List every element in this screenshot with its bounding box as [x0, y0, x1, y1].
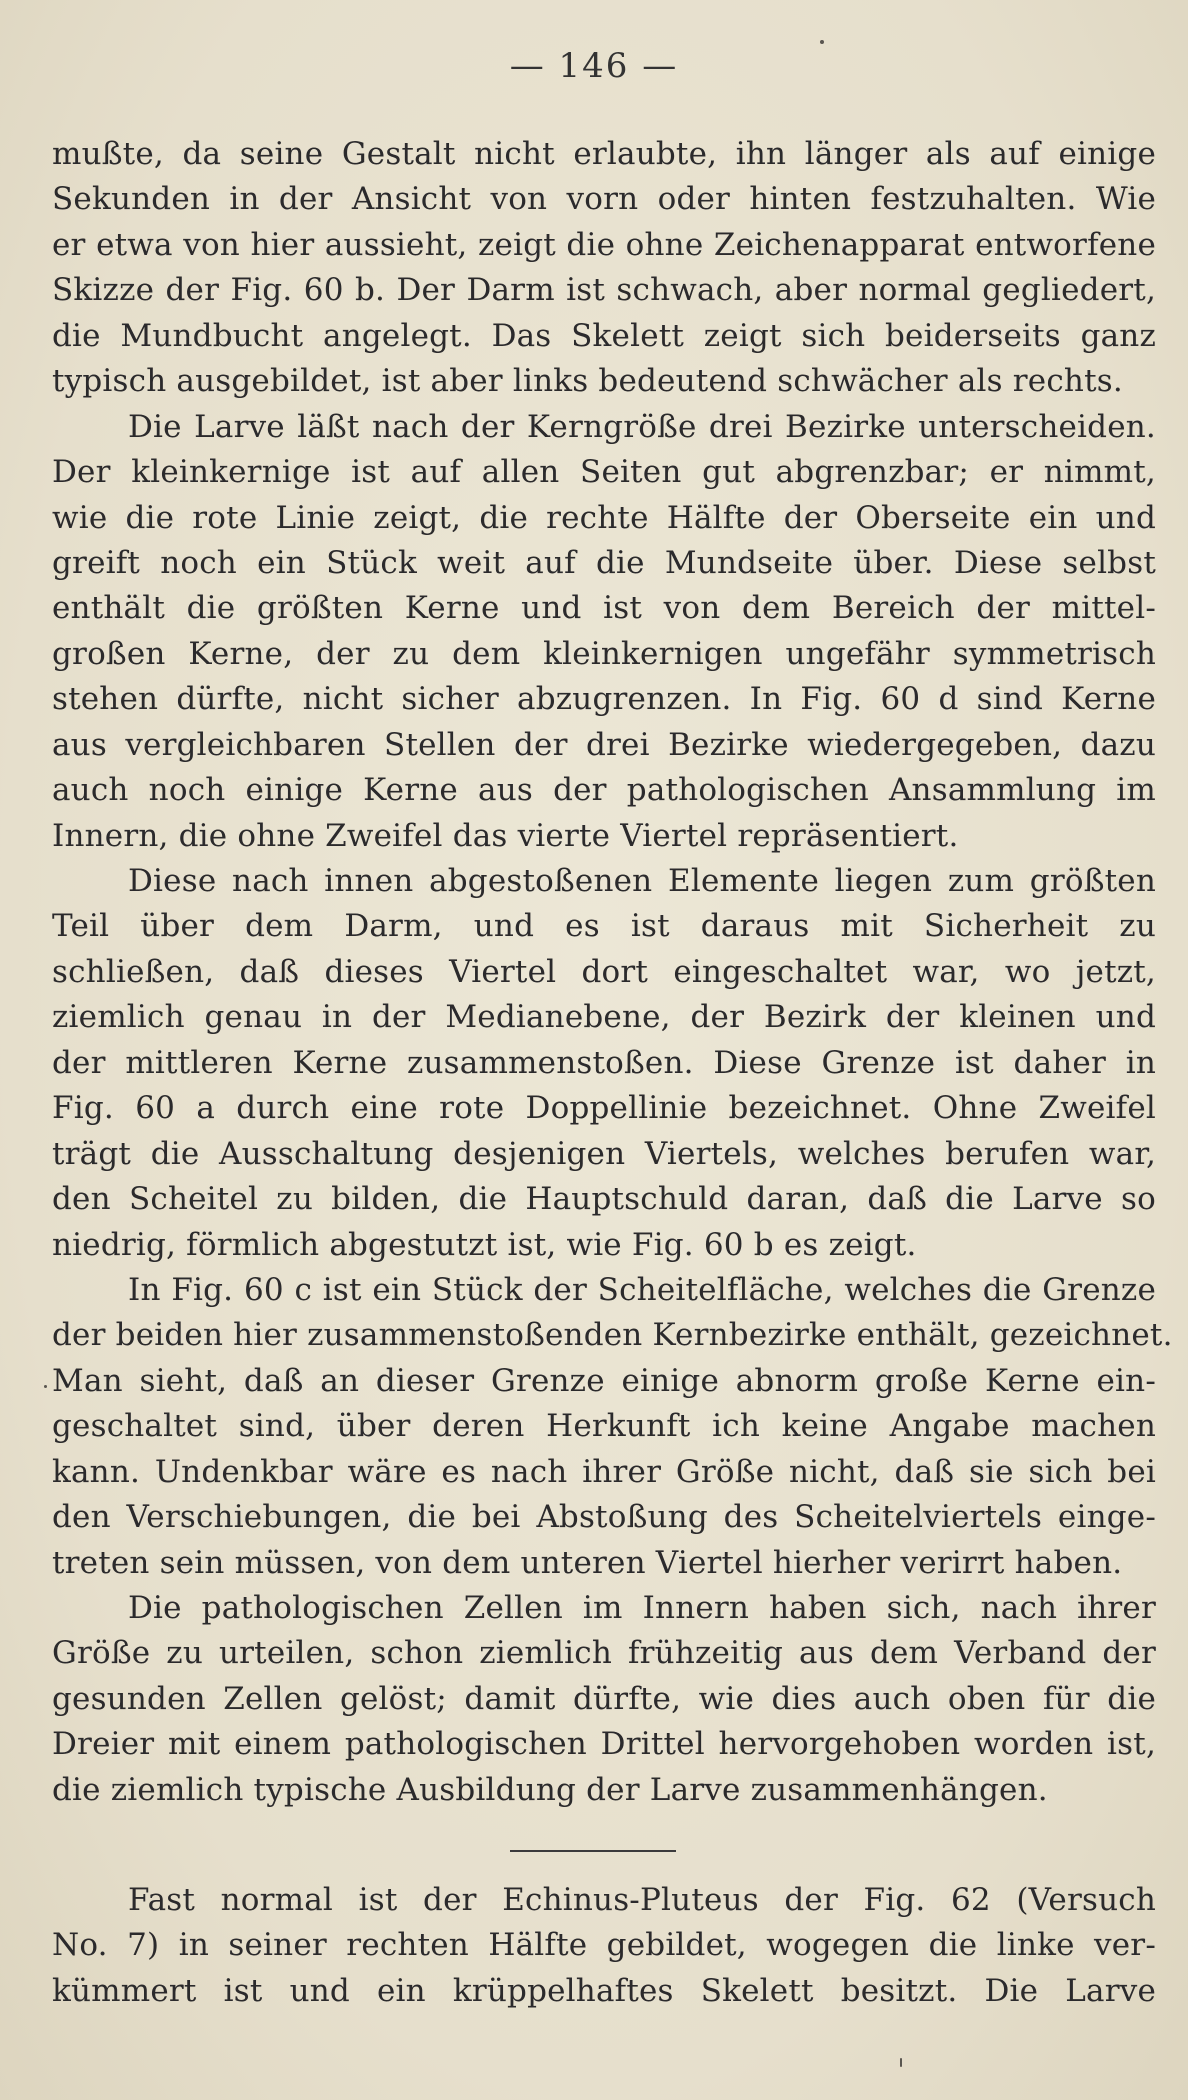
text-line: der mittleren Kerne zusammenstoßen. Diese Grenze ist daher in	[52, 1044, 1156, 1081]
text-line: Teil über dem Darm, und es ist daraus mit Sicherheit zu	[52, 908, 1156, 945]
text-line: niedrig, förmlich abgestutzt ist, wie Fig. 60 b es zeigt.	[52, 1226, 917, 1263]
text-line: stehen dürfte, nicht sicher abzugrenzen. In Fig. 60 d sind Kerne	[52, 681, 1156, 718]
text-line: Skizze der Fig. 60 b. Der Darm ist schwach, aber normal gegliedert,	[52, 272, 1156, 309]
text-line: kümmert ist und ein krüppelhaftes Skelett besitzt. Die Larve	[52, 1972, 1156, 2009]
text-line: trägt die Ausschaltung desjenigen Viertels, welches berufen war,	[52, 1135, 1156, 1172]
text-line: er etwa von hier aussieht, zeigt die ohne Zeichenapparat entworfene	[52, 226, 1156, 263]
text-line: enthält die größten Kerne und ist von dem Bereich der mittel-	[52, 590, 1156, 627]
text-line: Dreier mit einem pathologischen Drittel hervorgehoben worden ist,	[52, 1726, 1156, 1763]
text-line: Die Larve läßt nach der Kerngröße drei Bezirke unterscheiden.	[128, 408, 1156, 445]
text-line: wie die rote Linie zeigt, die rechte Hälfte der Oberseite ein und	[52, 499, 1156, 536]
paper-speck	[820, 40, 824, 44]
text-line: In Fig. 60 c ist ein Stück der Scheitelfläche, welches die Grenze	[128, 1271, 1156, 1308]
text-line: die ziemlich typische Ausbildung der Larve zusammenhängen.	[52, 1771, 1048, 1808]
text-line: gesunden Zellen gelöst; damit dürfte, wie dies auch oben für die	[52, 1680, 1156, 1717]
text-line: kann. Undenkbar wäre es nach ihrer Größe nicht, daß sie sich bei	[52, 1453, 1156, 1490]
text-line: geschaltet sind, über deren Herkunft ich keine Angabe machen	[52, 1408, 1156, 1445]
text-line: ziemlich genau in der Medianebene, der Bezirk der kleinen und	[52, 999, 1156, 1036]
text-line: No. 7) in seiner rechten Hälfte gebildet, wogegen die linke ver-	[52, 1927, 1156, 1964]
text-line: schließen, daß dieses Viertel dort eingeschaltet war, wo jetzt,	[52, 953, 1156, 990]
text-line: mußte, da seine Gestalt nicht erlaubte, ihn länger als auf einige	[52, 136, 1156, 172]
text-line: treten sein müssen, von dem unteren Viertel hierher verirrt haben.	[52, 1544, 1123, 1581]
text-line: den Scheitel zu bilden, die Hauptschuld daran, daß die Larve so	[52, 1181, 1156, 1218]
paper-speck	[44, 1385, 47, 1388]
following-text-block	[52, 1878, 1156, 2014]
text-line: den Verschiebungen, die bei Abstoßung des Scheitelviertels einge-	[52, 1499, 1156, 1536]
page-number: — 146 —	[509, 46, 679, 86]
text-line: greift noch ein Stück weit auf die Mundseite über. Diese selbst	[52, 544, 1156, 581]
text-line: Diese nach innen abgestoßenen Elemente liegen zum größten	[128, 863, 1156, 899]
text-line: Innern, die ohne Zweifel das vierte Viertel repräsentiert.	[52, 817, 959, 854]
text-line: Fig. 60 a durch eine rote Doppellinie bezeichnet. Ohne Zweifel	[52, 1090, 1156, 1127]
paper-speck	[900, 2058, 902, 2067]
text-line: der beiden hier zusammenstoßenden Kernbezirke enthält, gezeichnet.	[52, 1317, 1173, 1354]
section-divider	[510, 1850, 676, 1852]
text-line: aus vergleichbaren Stellen der drei Bezirke wiedergegeben, dazu	[52, 726, 1156, 763]
main-text-block	[52, 132, 1173, 1813]
text-line: auch noch einige Kerne aus der pathologischen Ansammlung im	[52, 772, 1156, 809]
text-line: Der kleinkernige ist auf allen Seiten gut abgrenzbar; er nimmt,	[52, 454, 1156, 491]
text-line: typisch ausgebildet, ist aber links bedeutend schwächer als rechts.	[52, 363, 1123, 400]
text-line: Man sieht, daß an dieser Grenze einige abnorm große Kerne ein-	[52, 1362, 1156, 1399]
text-line: die Mundbucht angelegt. Das Skelett zeigt sich beiderseits ganz	[52, 317, 1156, 354]
text-line: Größe zu urteilen, schon ziemlich frühzeitig aus dem Verband der	[52, 1635, 1156, 1672]
text-line: Die pathologischen Zellen im Innern haben sich, nach ihrer	[128, 1590, 1156, 1626]
text-line: Fast normal ist der Echinus-Pluteus der Fig. 62 (Versuch	[128, 1882, 1156, 1918]
text-line: Sekunden in der Ansicht von vorn oder hinten festzuhalten. Wie	[52, 181, 1156, 218]
text-line: großen Kerne, der zu dem kleinkernigen ungefähr symmetrisch	[52, 635, 1156, 672]
